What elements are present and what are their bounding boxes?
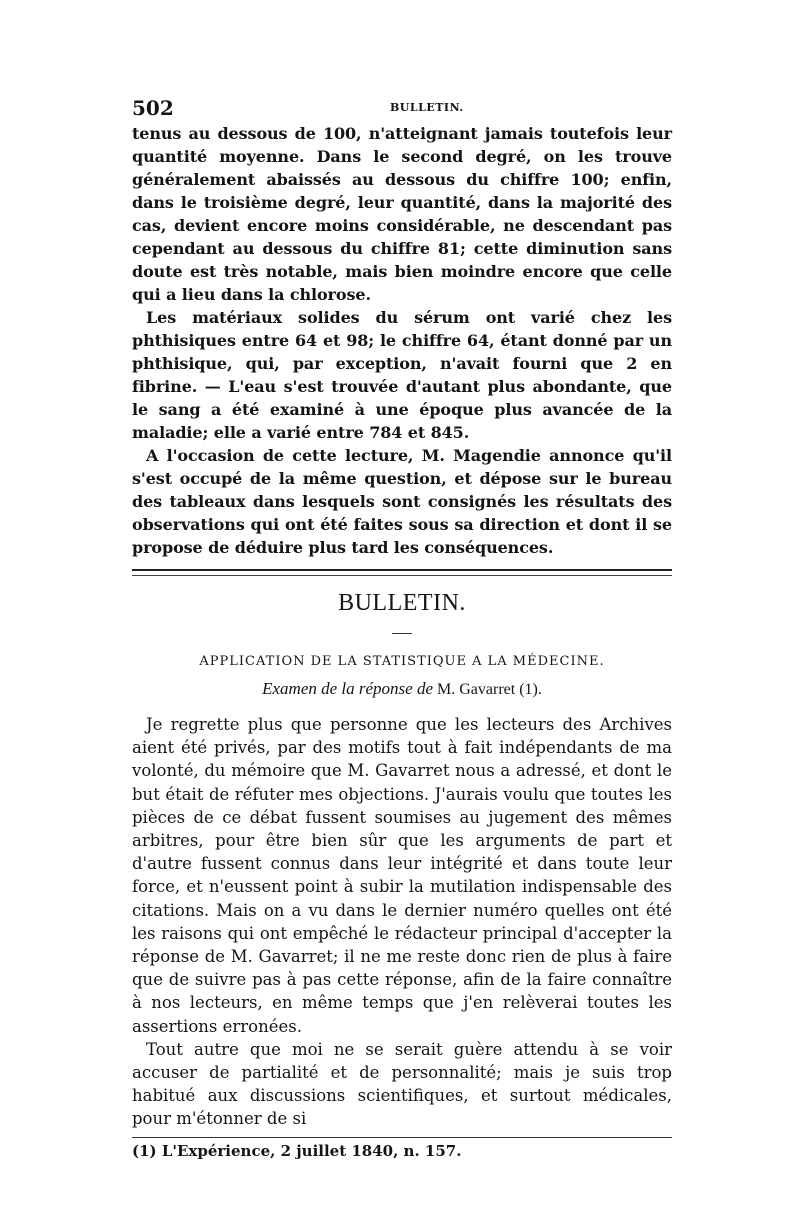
paragraph-magendie: A l'occasion de cette lecture, M. Magendie annonce qu'il s'est occupé de la même question, et dépose sur le bureau des tableaux dans lesquels sont consignés les résultats des observations qui ont été faites sous sa direction et dont il se propose de déduire plus tard les conséquences. [132,446,672,557]
paragraph-serum: Les matériaux solides du sérum ont varié chez les phthisiques entre 64 et 98; le chiffre 64, étant donné par un phthisique, qui, par exception, n'avait fourni que 2 en fibrine. — L'eau s'est trouvée d'autant plus abondante, que le sang a été examiné à une époque plus avancée de la maladie; elle a varié entre 784 et 845. [132,308,672,442]
section-divider [132,569,672,576]
subsection-title: APPLICATION DE LA STATISTIQUE A LA MÉDECINE. [199,654,605,669]
page-number: 502 [132,96,174,120]
footnote: (1) L'Expérience, 2 juillet 1840, n. 157. [132,1141,462,1160]
paragraph-regret: Je regrette plus que personne que les lecteurs des Archives aient été privés, par des motifs tout à fait indépendants de ma volonté, du mémoire que M. Gavarret nous a adressé, et dont le but était de réfuter mes objections. J'aurais voulu que toutes les pièces de ce débat fussent soumises au jugement des mêmes arbitres, pour être bien sûr que les arguments de part et d'autre fussent connus dans leur intégrité et dans toute leur force, et n'eussent point à subir la mutilation indispensable des citations. Mais on a vu dans le dernier numéro quelles ont été les raisons qui ont empêché le rédacteur principal d'accepter la réponse de M. Gavarret; il ne me reste donc rien de plus à faire que de suivre pas à pas cette réponse, afin de la faire connaître à nos lecteurs, en même temps que j'en relèverai toutes les assertions erronées. [132,715,672,1036]
journal-page [132,96,672,1160]
running-header [132,96,672,122]
section-title: BULLETIN. [338,590,466,616]
running-header-title: BULLETIN. [390,101,464,114]
article-title [132,679,672,699]
footnote-divider [132,1137,672,1138]
article-title-italic: Examen de la réponse de [262,679,434,698]
top-body-text [132,122,672,559]
article-title-rest: M. Gavarret (1). [433,681,542,698]
short-divider [392,633,412,634]
bottom-body-text [132,713,672,1131]
paragraph-continuation: tenus au dessous de 100, n'atteignant jamais toutefois leur quantité moyenne. Dans le second degré, on les trouve généralement abaissés au dessous du chiffre 100; enfin, dans le troisième degré, leur quantité, dans la majorité des cas, devient encore moins considérable, ne descendant pas cependant au dessous du chiffre 81; cette diminution sans doute est très notable, mais bien moindre encore que celle qui a lieu dans la chlorose. [132,124,672,304]
paragraph-partiality: Tout autre que moi ne se serait guère attendu à se voir accuser de partialité et de personnalité; mais je suis trop habitué aux discussions scientifiques, et surtout médicales, pour m'étonner de si [132,1039,672,1129]
